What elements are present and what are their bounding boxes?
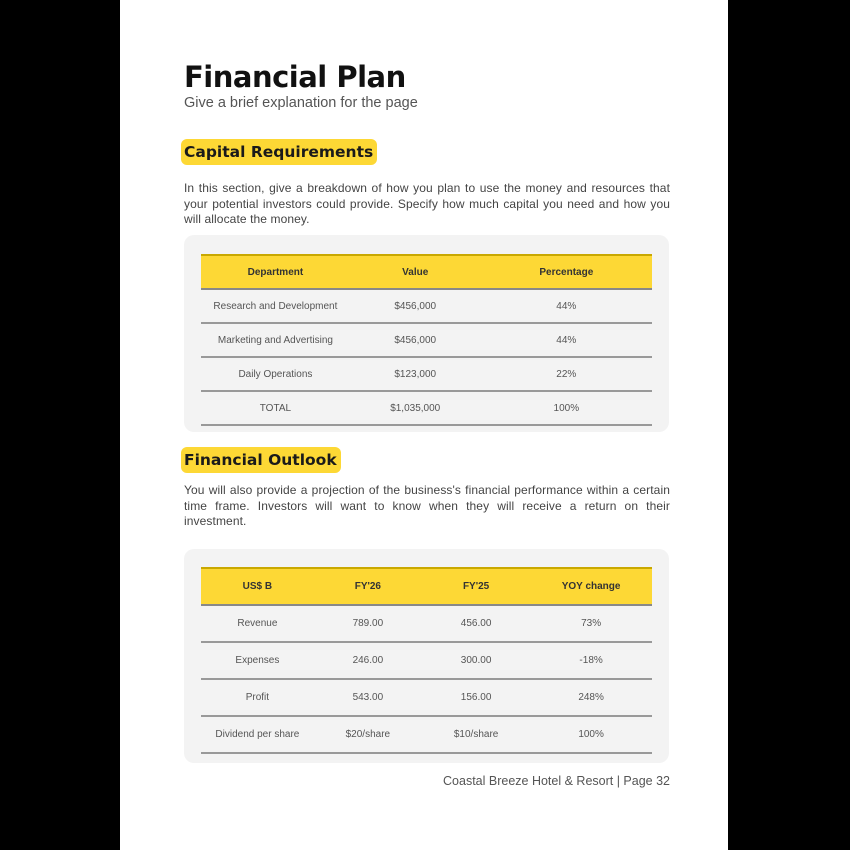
column-header-department: Department (201, 255, 350, 289)
capital-requirements-table (201, 254, 652, 426)
table-cell: $1,035,000 (350, 391, 481, 425)
table-cell: Marketing and Advertising (201, 323, 350, 357)
table-row (201, 357, 652, 391)
table-cell: 44% (481, 289, 652, 323)
table-cell: 246.00 (314, 642, 422, 679)
column-header-yoy-change: YOY change (530, 568, 652, 605)
table-row (201, 642, 652, 679)
table-cell: 543.00 (314, 679, 422, 716)
column-header-currency: US$ B (201, 568, 314, 605)
table-header-row (201, 255, 652, 289)
financial-outlook-table (201, 567, 652, 754)
table-cell: 156.00 (422, 679, 530, 716)
table-cell: Daily Operations (201, 357, 350, 391)
financial-outlook-description: You will also provide a projection of the business's financial performance within a certain time frame. Investors will want to know when they will receive a return on their investment. (184, 483, 670, 528)
page-subtitle: Give a brief explanation for the page (184, 95, 418, 111)
table-cell: TOTAL (201, 391, 350, 425)
financial-outlook-card (184, 549, 669, 763)
table-cell: 73% (530, 605, 652, 642)
page-footer: Coastal Breeze Hotel & Resort | Page 32 (443, 774, 670, 788)
capital-requirements-heading: Capital Requirements (181, 139, 377, 165)
capital-requirements-card (184, 235, 669, 432)
capital-requirements-description: In this section, give a breakdown of how you plan to use the money and resources that your potential investors could provide. Specify how much capital you need and how you will allocate the money. (184, 181, 670, 226)
table-cell: $123,000 (350, 357, 481, 391)
table-cell: 300.00 (422, 642, 530, 679)
table-row (201, 605, 652, 642)
table-row-total (201, 391, 652, 425)
table-cell: Profit (201, 679, 314, 716)
table-cell: 100% (481, 391, 652, 425)
table-row (201, 323, 652, 357)
column-header-percentage: Percentage (481, 255, 652, 289)
page-title: Financial Plan (184, 60, 406, 94)
column-header-fy26: FY'26 (314, 568, 422, 605)
table-cell: -18% (530, 642, 652, 679)
table-row (201, 289, 652, 323)
table-cell: $10/share (422, 716, 530, 753)
column-header-value: Value (350, 255, 481, 289)
table-cell: 22% (481, 357, 652, 391)
financial-outlook-heading: Financial Outlook (181, 447, 341, 473)
table-row (201, 716, 652, 753)
table-header-row (201, 568, 652, 605)
table-cell: $20/share (314, 716, 422, 753)
table-cell: 456.00 (422, 605, 530, 642)
table-cell: Dividend per share (201, 716, 314, 753)
table-cell: 248% (530, 679, 652, 716)
table-cell: $456,000 (350, 289, 481, 323)
table-cell: Expenses (201, 642, 314, 679)
table-cell: 100% (530, 716, 652, 753)
column-header-fy25: FY'25 (422, 568, 530, 605)
table-row (201, 679, 652, 716)
table-cell: 44% (481, 323, 652, 357)
document-page (120, 0, 728, 850)
table-cell: 789.00 (314, 605, 422, 642)
table-cell: Revenue (201, 605, 314, 642)
table-cell: Research and Development (201, 289, 350, 323)
table-cell: $456,000 (350, 323, 481, 357)
